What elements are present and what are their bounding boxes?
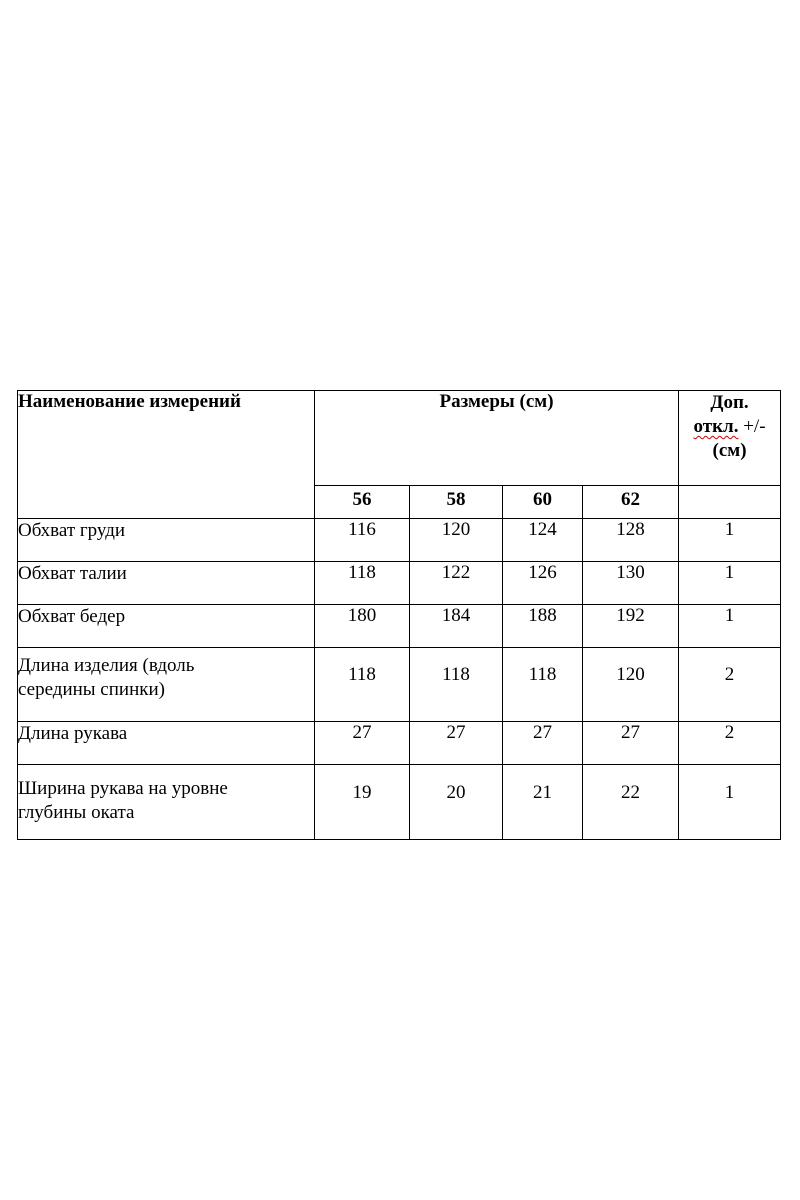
size-56-header: 56 xyxy=(315,486,410,519)
header-tolerance-line1: Доп. xyxy=(710,392,749,413)
value-cell: 19 xyxy=(315,765,410,840)
table-row xyxy=(18,765,781,840)
tolerance-cell: 1 xyxy=(679,605,781,648)
size-60-header: 60 xyxy=(503,486,583,519)
table-row xyxy=(18,562,781,605)
header-measurement-name xyxy=(18,391,315,519)
value-cell: 118 xyxy=(315,562,410,605)
measurement-label: Длина рукава xyxy=(18,722,315,765)
tolerance-cell: 2 xyxy=(679,648,781,722)
value-cell: 118 xyxy=(410,648,503,722)
tolerance-cell: 1 xyxy=(679,519,781,562)
header-tolerance-abbrev: откл. xyxy=(693,416,739,437)
value-cell: 21 xyxy=(503,765,583,840)
header-row xyxy=(18,391,781,486)
value-cell: 128 xyxy=(583,519,679,562)
value-cell: 27 xyxy=(315,722,410,765)
header-tolerance-plusminus: +/- xyxy=(738,416,766,437)
value-cell: 27 xyxy=(503,722,583,765)
header-sizes-text: Размеры (см) xyxy=(439,391,554,412)
value-cell: 118 xyxy=(503,648,583,722)
value-cell: 130 xyxy=(583,562,679,605)
measurement-label-line2: середины спинки) xyxy=(18,679,165,700)
value-cell: 22 xyxy=(583,765,679,840)
value-cell: 116 xyxy=(315,519,410,562)
value-cell: 126 xyxy=(503,562,583,605)
table-row xyxy=(18,605,781,648)
tolerance-empty-cell xyxy=(679,486,781,519)
value-cell: 20 xyxy=(410,765,503,840)
value-cell: 180 xyxy=(315,605,410,648)
size-58-header: 58 xyxy=(410,486,503,519)
header-measurement-name-text: Наименование измерений xyxy=(18,391,241,412)
header-tolerance-line3: (см) xyxy=(712,440,747,461)
size-chart-table xyxy=(17,390,781,840)
value-cell: 120 xyxy=(410,519,503,562)
value-cell: 27 xyxy=(583,722,679,765)
tolerance-cell: 2 xyxy=(679,722,781,765)
measurement-label-line2: глубины оката xyxy=(18,802,135,823)
value-cell: 27 xyxy=(410,722,503,765)
size-62-header: 62 xyxy=(583,486,679,519)
value-cell: 118 xyxy=(315,648,410,722)
header-sizes xyxy=(315,391,679,486)
value-cell: 184 xyxy=(410,605,503,648)
value-cell: 188 xyxy=(503,605,583,648)
value-cell: 124 xyxy=(503,519,583,562)
measurement-label xyxy=(18,648,315,722)
value-cell: 120 xyxy=(583,648,679,722)
measurement-label-line1: Длина изделия (вдоль xyxy=(18,655,195,676)
header-tolerance xyxy=(679,391,781,486)
table-row xyxy=(18,519,781,562)
value-cell: 192 xyxy=(583,605,679,648)
tolerance-cell: 1 xyxy=(679,765,781,840)
measurement-label: Обхват талии xyxy=(18,562,315,605)
measurement-label xyxy=(18,765,315,840)
header-tolerance-line2 xyxy=(679,415,780,439)
table-row xyxy=(18,648,781,722)
value-cell: 122 xyxy=(410,562,503,605)
tolerance-cell: 1 xyxy=(679,562,781,605)
measurement-label-line1: Ширина рукава на уровне xyxy=(18,778,228,799)
measurement-label: Обхват бедер xyxy=(18,605,315,648)
table-row xyxy=(18,722,781,765)
measurement-label: Обхват груди xyxy=(18,519,315,562)
